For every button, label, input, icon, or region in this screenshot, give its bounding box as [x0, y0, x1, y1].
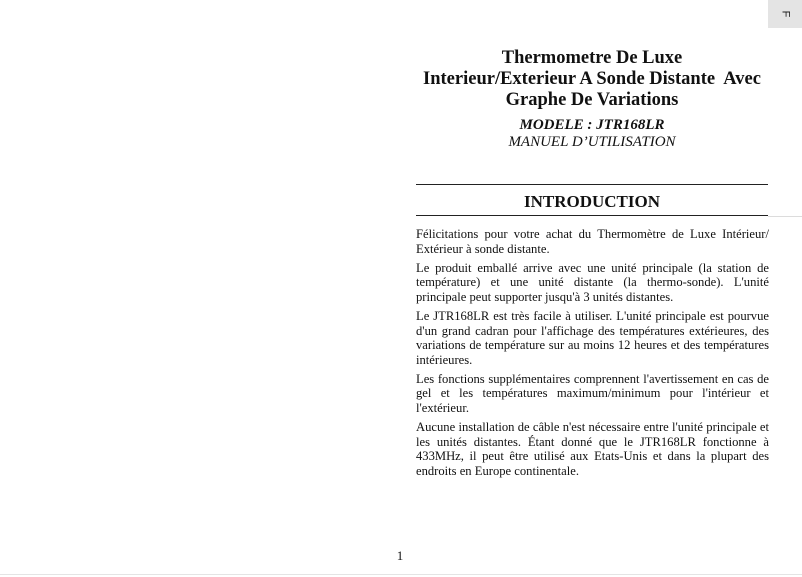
language-tab [768, 0, 802, 28]
title-line-1: Thermometre De Luxe [501, 48, 683, 68]
introduction-body [416, 227, 769, 483]
model-number: MODELE : JTR168LR [519, 117, 665, 133]
title-line-3: Graphe De Variations [505, 90, 679, 110]
heading-rule-bottom [416, 215, 768, 216]
page-bottom-divider [0, 574, 802, 575]
heading-rule-top [416, 184, 768, 185]
language-tab-label: F [778, 10, 791, 18]
paragraph: Le produit emballé arrive avec une unité principale (la station de température) et une unité distante (la thermo-sonde). L'unité principale peut supporter jusqu'à 3 unités distantes. [416, 260, 769, 304]
title-line-2: Interieur/Exterieur A Sonde Distante Avec [423, 69, 761, 89]
paragraph: Aucune installation de câble n'est nécessaire entre l'unité principale et les unités distantes. Étant donné que le JTR168LR fonctionne à 433MHz, il peut être utilisé aux Etats-Unis et dans la plupart des endroits en Europe continentale. [416, 420, 769, 478]
page-number: 1 [396, 548, 404, 563]
document-title [415, 48, 769, 111]
paragraph: Les fonctions supplémentaires comprennent l'avertissement en cas de gel et les températures maximum/minimum pour l'intérieur et l'extérieur. [416, 371, 769, 416]
section-heading: INTRODUCTION [523, 192, 661, 211]
manual-subtitle: MANUEL D’UTILISATION [508, 134, 676, 150]
paragraph: Félicitations pour votre achat du Thermomètre de Luxe Intérieur/ Extérieur à sonde distante. [416, 227, 769, 256]
paragraph: Le JTR168LR est très facile à utiliser. L'unité principale est pourvue d'un grand cadran pour l'affichage des températures extérieures, des variations de température sur au moins 12 heures et des températures intérieures. [416, 308, 769, 367]
page-edge-divider [768, 216, 802, 217]
